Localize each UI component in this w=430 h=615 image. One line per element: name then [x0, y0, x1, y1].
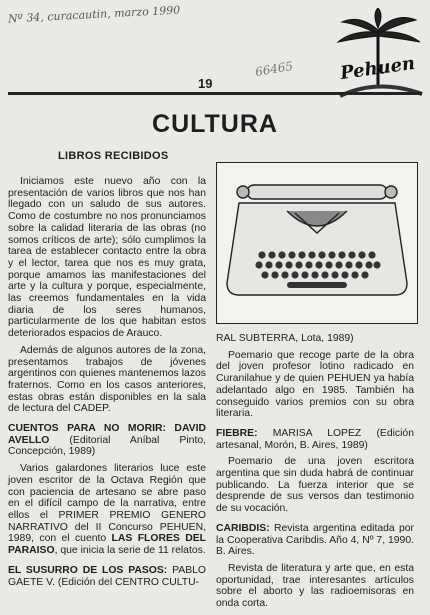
stamp-number: 66465 [254, 58, 295, 80]
book-1-title: CUENTOS PARA NO MORIR: DAVID AVELLO [8, 423, 206, 446]
book-entry-4 [216, 523, 414, 558]
book-1-text-b: , que inicia la serie de 11 relatos. [54, 545, 206, 557]
book-1-text-a: Varios galardones literarios luce este joven escritor de la Octava Región que con paciencia de artesano se abre paso en el difícil campo de la narrativa, entre ellos el PRIMER PREMIO GENERO NARRATIVO del II Concurso PEHUEN, 1989, con el cuento [8, 463, 206, 545]
typewriter-illustration [216, 162, 418, 324]
book-3-description: Poemario de una joven escritora argentina que sin duda habrá de continuar publicando. La fuerza interior que se desprende de sus versos dan testimonio de su vocación. [216, 456, 414, 515]
book-1-description [8, 463, 206, 557]
book-4-publisher: Revista argentina editada por la Cooperativa Caribdis. Año 4, Nº 7, 1990. B. Aires. [216, 522, 414, 558]
book-2-author: PABLO GAETE V. (Edición del CENTRO CULTU- [8, 564, 206, 588]
paragraph-2: Además de algunos autores de la zona, presentamos trabajos de jóvenes argentinos con quienes mantenemos lazos fraternos. Como en los casos anteriores, estas obras están disponibles en la sala de lectura del CADEP. [8, 344, 206, 415]
section-title: CULTURA [152, 110, 278, 138]
typewriter-icon [217, 163, 417, 323]
page-number: 19 [198, 76, 213, 91]
book-2-description: Poemario que recoge parte de la obra del joven profesor lotino radicado en Curanilahue y de quien PEHUEN ya había adelantado algo en 1985. También ha conseguido varios premios con su obra literaria. [216, 349, 414, 420]
book-entry-1 [8, 423, 206, 458]
book-1-story: LAS FLORES DEL PARAISO [8, 533, 206, 557]
book-4-title: CARIBDIS: [216, 522, 270, 534]
book-3-title: FIEBRE: [216, 427, 258, 439]
book-entry-2 [8, 565, 206, 588]
book-entry-3 [216, 428, 414, 451]
book-1-publisher: (Editorial Aníbal Pinto, Concepción, 1989) [8, 434, 206, 458]
intro-paragraph: Iniciamos este nuevo año con la presentación de varios libros que nos han llegado con un saludo de sus autores. Como de costumbre no nos pronunciamos sobre la calidad literaria de las obras (no somos críticos de arte); sólo cumplimos la tarea de establecer contacto entre la obra y el lector, tarea que nos es muy grata, porque amamos las manifestaciones del arte y la cultura y porque, especialmente, las creemos fundamentales en la vida diaria de los seres humanos, particularmente de los que habitan estos deteriorados espacios de Arauco. [8, 176, 206, 340]
book-2-continuation: RAL SUBTERRA, Lota, 1989) [216, 333, 354, 344]
book-3-publisher: MARISA LOPEZ (Edición artesanal, Morón, B. Aires, 1989) [216, 427, 414, 451]
article-subhead: LIBROS RECIBIDOS [58, 150, 169, 162]
article-column-right [216, 333, 414, 615]
article-column-left [8, 176, 206, 593]
book-4-description: Revista de literatura y arte que, en esta oportunidad, trae interesantes artículos sobre el aborto y las radioemisoras en onda corta. [216, 562, 414, 610]
handwritten-annotation: Nº 34, curacautin, marzo 1990 [7, 3, 181, 26]
logo-wordmark: Pehuen [338, 52, 417, 85]
book-2-title: EL SUSURRO DE LOS PASOS: [8, 564, 168, 576]
header-rule [8, 92, 422, 95]
